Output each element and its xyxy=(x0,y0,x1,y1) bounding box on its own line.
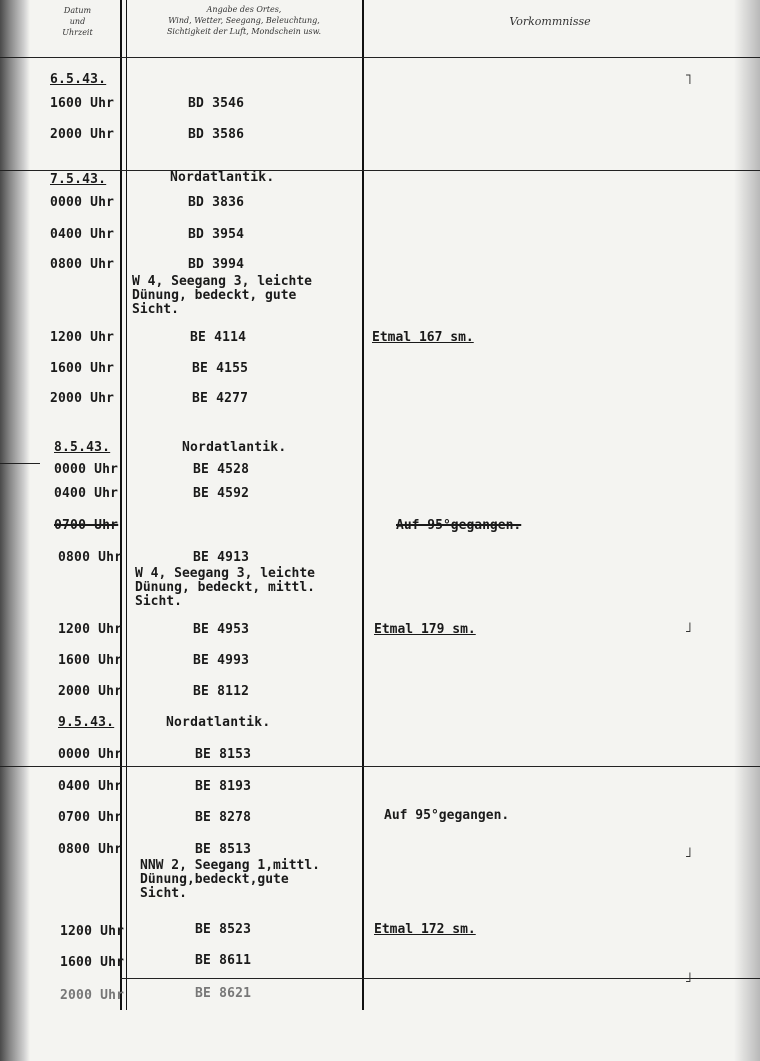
weather-note: W 4, Seegang 3, leichte Dünung, bedeckt, mittl. Sicht. xyxy=(135,566,316,609)
position-entry: BE 8621 xyxy=(195,986,252,1001)
position-entry: BE 8153 xyxy=(195,747,252,762)
position-entry: BE 8193 xyxy=(195,779,252,794)
time-entry: 2000 Uhr xyxy=(58,684,123,699)
weather-note: NNW 2, Seegang 1,mittl. Dünung,bedeckt,gute Sicht. xyxy=(140,858,321,901)
region-label: Nordatlantik. xyxy=(182,440,287,455)
date-6-5-43: 6.5.43. xyxy=(50,72,107,87)
margin-mark: ˩ xyxy=(684,845,693,861)
time-entry: 1600 Uhr xyxy=(50,96,115,111)
position-entry: BE 4277 xyxy=(192,391,249,406)
time-entry: 1200 Uhr xyxy=(60,924,125,939)
column-divider-2 xyxy=(362,0,364,1010)
time-entry: 0000 Uhr xyxy=(50,195,115,210)
time-entry: 1200 Uhr xyxy=(58,622,123,637)
position-entry: BE 4528 xyxy=(193,462,250,477)
time-entry: 0800 Uhr xyxy=(50,257,115,272)
time-entry: 0000 Uhr xyxy=(54,462,119,477)
margin-mark: ˩ xyxy=(684,620,693,636)
row-rule-2 xyxy=(0,463,40,464)
scan-edge-left xyxy=(0,0,30,1061)
time-entry: 0400 Uhr xyxy=(54,486,119,501)
column-divider-1b xyxy=(126,0,127,1010)
time-entry: 2000 Uhr xyxy=(50,127,115,142)
region-label: Nordatlantik. xyxy=(170,170,275,185)
etmal-remark: Etmal 167 sm. xyxy=(372,330,474,345)
time-entry: 0800 Uhr xyxy=(58,842,123,857)
position-entry: BE 8278 xyxy=(195,810,252,825)
region-label: Nordatlantik. xyxy=(166,715,271,730)
position-entry: BD 3836 xyxy=(188,195,245,210)
course-remark: Auf 95°gegangen. xyxy=(384,808,510,823)
time-entry: 0000 Uhr xyxy=(58,747,123,762)
time-entry-struck: 0700 Uhr xyxy=(54,518,119,533)
position-entry: BE 4114 xyxy=(190,330,247,345)
etmal-remark: Etmal 179 sm. xyxy=(374,622,476,637)
weather-note: W 4, Seegang 3, leichte Dünung, bedeckt, gute Sicht. xyxy=(132,274,313,317)
time-entry: 0800 Uhr xyxy=(58,550,123,565)
position-entry: BE 4155 xyxy=(192,361,249,376)
time-entry: 1600 Uhr xyxy=(50,361,115,376)
date-8-5-43: 8.5.43. xyxy=(54,440,111,455)
course-remark-struck: Auf 95°gegangen. xyxy=(396,518,522,533)
position-entry: BE 4953 xyxy=(193,622,250,637)
header-events: Vorkommnisse xyxy=(509,15,591,28)
position-entry: BE 4913 xyxy=(193,550,250,565)
time-entry: 0700 Uhr xyxy=(58,810,123,825)
etmal-remark: Etmal 172 sm. xyxy=(374,922,476,937)
position-entry: BE 4592 xyxy=(193,486,250,501)
header-position-weather: Angabe des Ortes, Wind, Wetter, Seegang, Beleuchtung, Sichtigkeit der Luft, Mondschein usw. xyxy=(166,5,322,36)
position-entry: BD 3546 xyxy=(188,96,245,111)
row-rule-1 xyxy=(0,170,760,171)
position-entry: BD 3586 xyxy=(188,127,245,142)
margin-mark: ˥ xyxy=(684,72,693,88)
row-rule-4 xyxy=(120,978,760,979)
header-rule xyxy=(0,57,760,58)
position-entry: BE 8523 xyxy=(195,922,252,937)
margin-mark: ˩ xyxy=(684,970,693,986)
time-entry: 2000 Uhr xyxy=(50,391,115,406)
time-entry: 0400 Uhr xyxy=(50,227,115,242)
scan-edge-right xyxy=(734,0,760,1061)
row-rule-3 xyxy=(0,766,760,767)
position-entry: BE 8513 xyxy=(195,842,252,857)
position-entry: BD 3994 xyxy=(188,257,245,272)
time-entry: 1200 Uhr xyxy=(50,330,115,345)
position-entry: BE 8611 xyxy=(195,953,252,968)
time-entry: 0400 Uhr xyxy=(58,779,123,794)
position-entry: BD 3954 xyxy=(188,227,245,242)
time-entry: 2000 Uhr xyxy=(60,988,125,1003)
date-9-5-43: 9.5.43. xyxy=(58,715,115,730)
time-entry: 1600 Uhr xyxy=(58,653,123,668)
time-entry: 1600 Uhr xyxy=(60,955,125,970)
position-entry: BE 4993 xyxy=(193,653,250,668)
column-divider-1 xyxy=(120,0,122,1010)
position-entry: BE 8112 xyxy=(193,684,250,699)
date-7-5-43: 7.5.43. xyxy=(50,172,107,187)
header-date-time: Datum und Uhrzeit xyxy=(62,6,93,37)
